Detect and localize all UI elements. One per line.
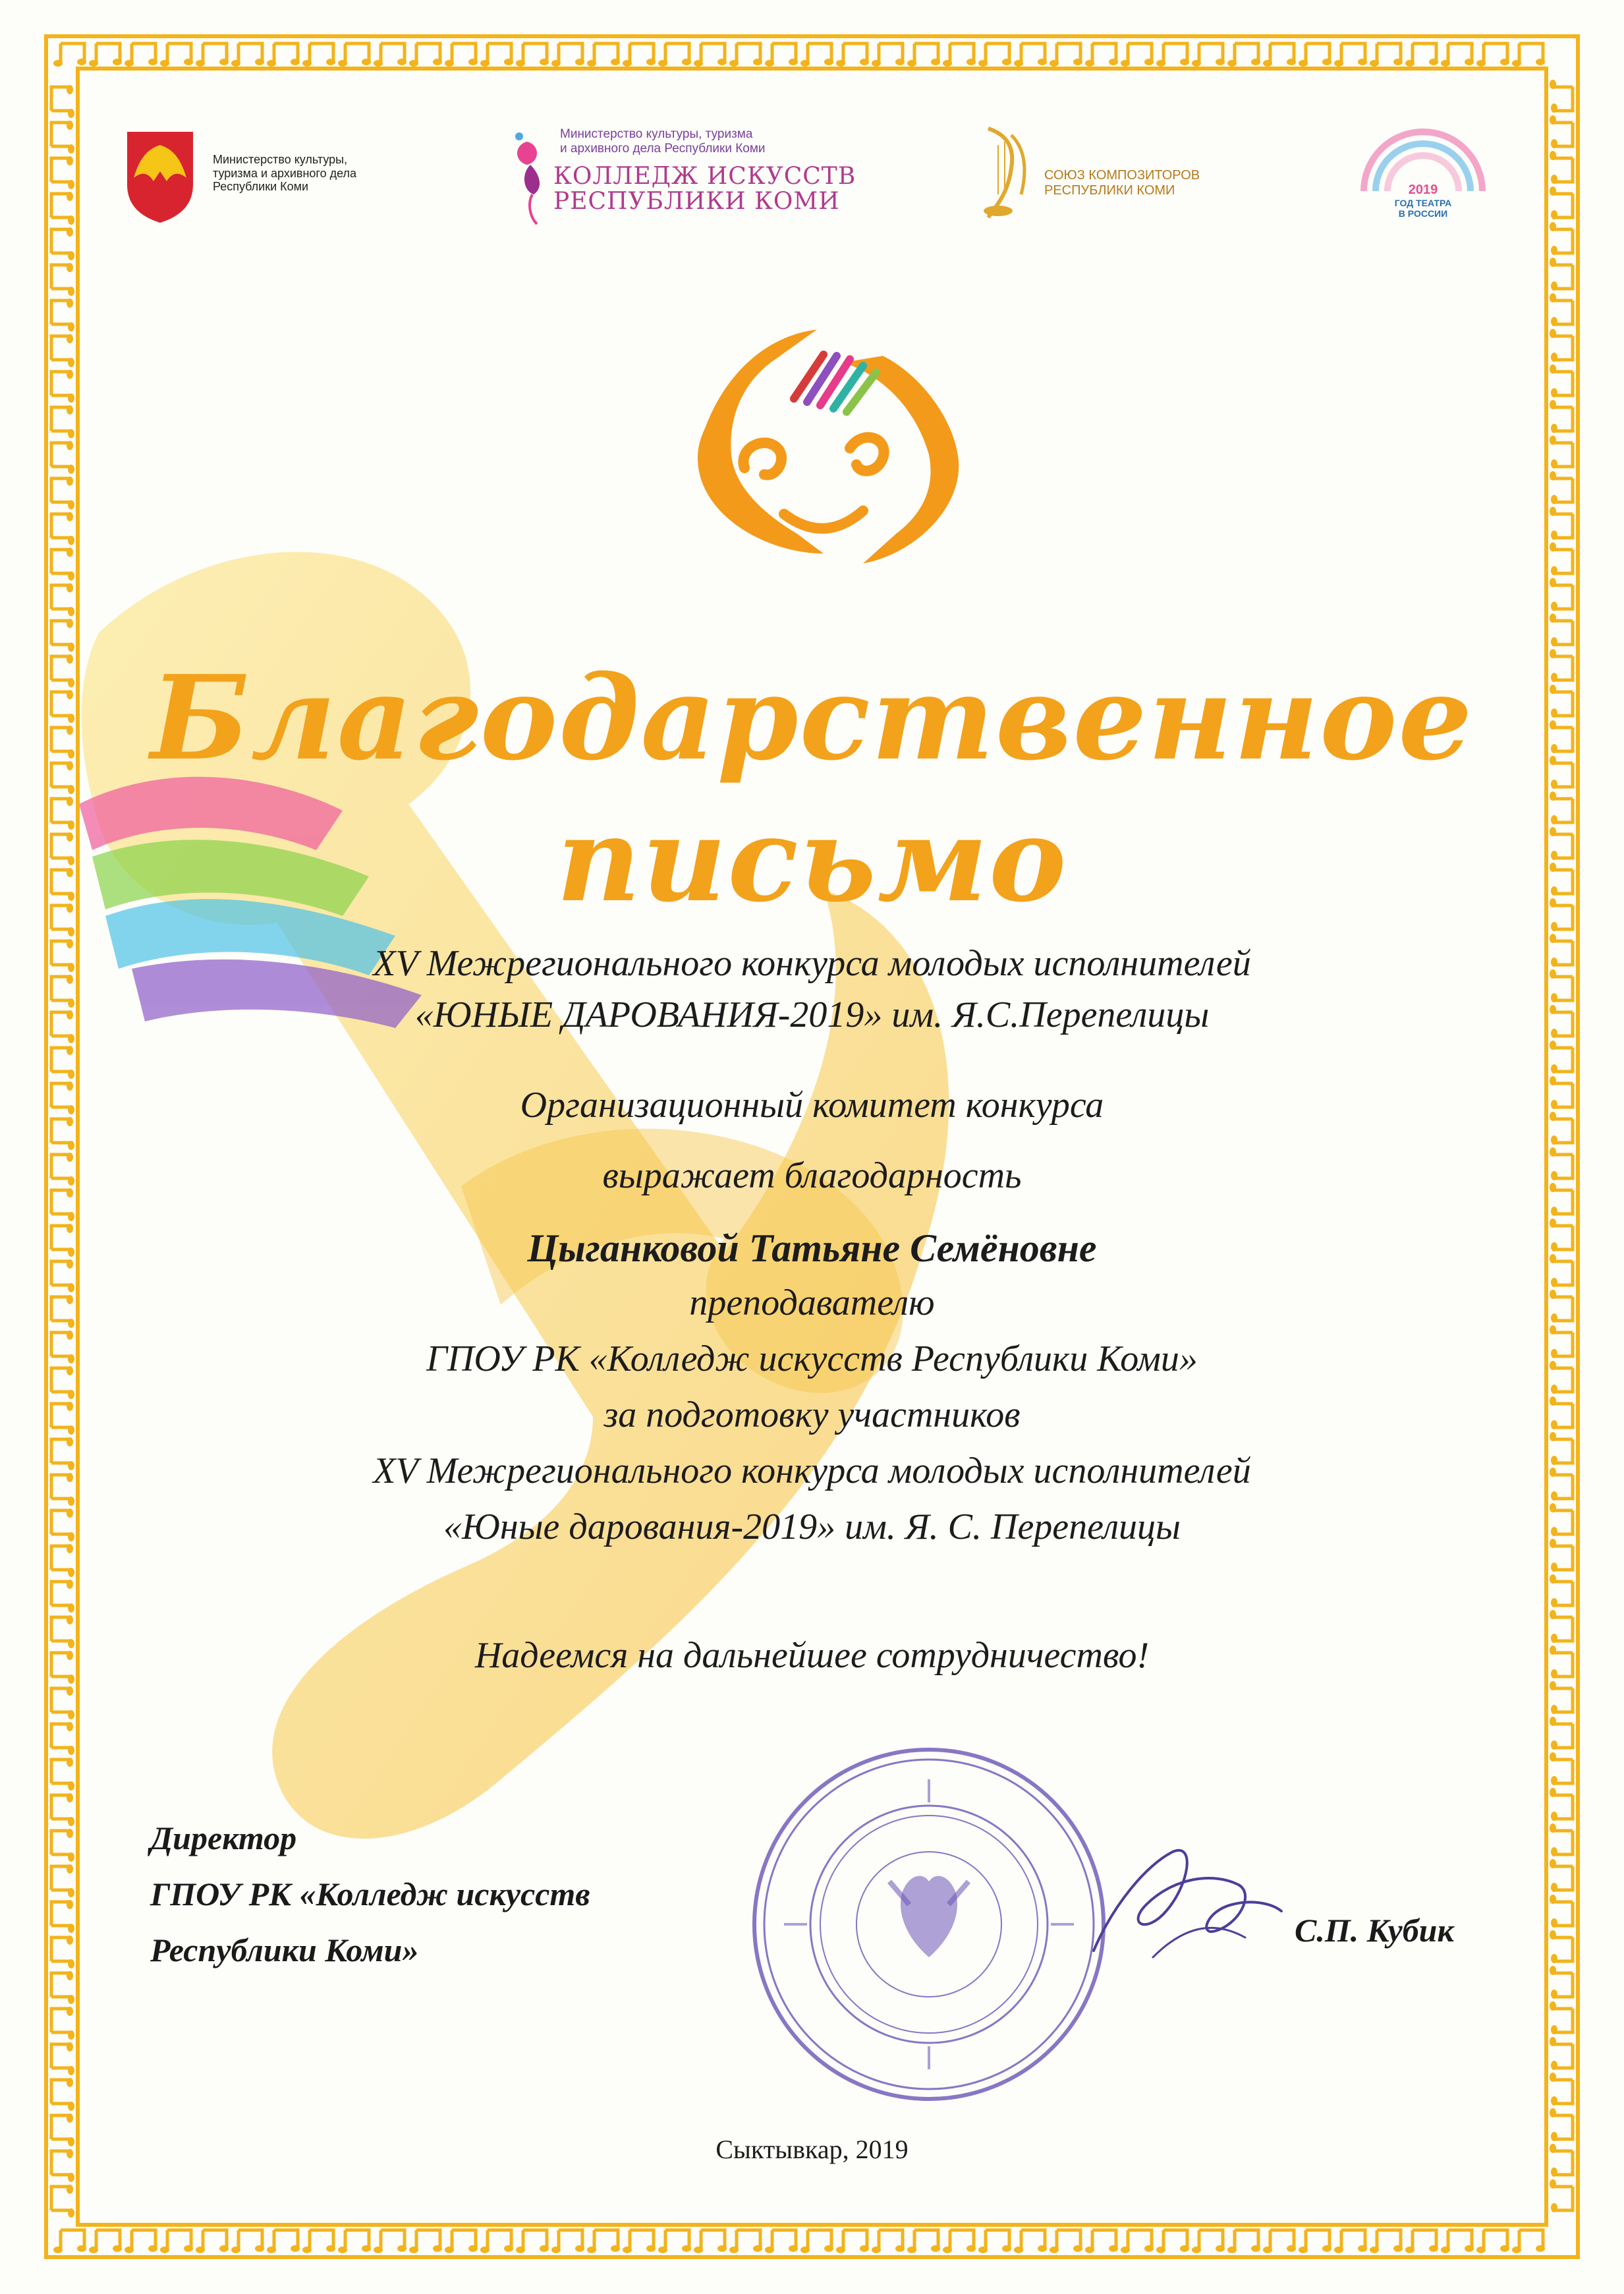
music-note-icon — [800, 43, 833, 67]
music-note-icon — [89, 2230, 122, 2253]
music-note-icon — [374, 2230, 406, 2253]
music-note-icon — [551, 43, 584, 67]
music-note-icon — [51, 1864, 74, 1897]
music-note-icon — [1156, 2230, 1189, 2253]
music-note-icon — [51, 1544, 74, 1577]
music-note-icon — [89, 43, 122, 67]
logo-college — [507, 122, 863, 234]
music-note-icon — [51, 1686, 74, 1719]
music-note-icon — [1050, 43, 1082, 67]
komi-coat-of-arms-icon — [121, 125, 200, 224]
music-note-icon — [51, 334, 74, 367]
music-note-icon — [445, 2230, 478, 2253]
music-note-icon — [231, 2230, 264, 2253]
reason-text: за подготовку участников — [603, 1394, 1021, 1435]
music-note-icon — [943, 2230, 976, 2253]
music-note-icon — [1550, 2073, 1573, 2106]
theatre-year-line-1: ГОД ТЕАТРА — [1394, 198, 1452, 208]
music-note-icon — [1405, 43, 1438, 67]
music-note-icon — [1370, 2230, 1403, 2253]
music-note-icon — [445, 43, 478, 67]
music-note-icon — [1263, 2230, 1296, 2253]
music-note-icon — [1550, 258, 1573, 291]
ministry-line-2: туризма и архивного дела — [213, 166, 357, 180]
place-date: Сыктывкар, 2019 — [715, 2135, 909, 2164]
music-note-icon — [1370, 43, 1403, 67]
music-note-icon — [1550, 436, 1573, 469]
music-note-icon — [1550, 542, 1573, 575]
music-note-icon — [302, 43, 335, 67]
music-note-icon — [1014, 43, 1047, 67]
music-note-icon — [196, 43, 229, 67]
music-note-icon — [51, 2078, 74, 2111]
contest-subtitle-1: XV Межрегионального конкурса молодых исполнителей — [373, 943, 1251, 984]
music-note-icon — [196, 2230, 229, 2253]
music-note-icon — [1550, 364, 1573, 397]
music-note-icon — [374, 43, 406, 67]
music-note-icon — [302, 2230, 335, 2253]
music-note-icon — [51, 1758, 74, 1791]
position-text: преподавателю — [689, 1282, 935, 1323]
college-top-line-2: и архивного дела Республики Коми — [560, 141, 766, 156]
music-note-icon — [160, 43, 193, 67]
closing-text: Надеемся на дальнейшее сотрудничество! — [474, 1635, 1150, 1676]
music-note-icon — [51, 227, 74, 260]
college-flower-icon — [507, 129, 553, 227]
music-note-icon — [943, 43, 976, 67]
music-note-icon — [978, 43, 1011, 67]
music-note-icon — [1050, 2230, 1082, 2253]
music-note-icon — [1550, 151, 1573, 184]
music-note-icon — [51, 1829, 74, 1862]
music-note-icon — [51, 370, 74, 403]
music-note-icon — [1441, 2230, 1474, 2253]
music-note-icon — [1441, 43, 1474, 67]
music-note-icon — [872, 43, 905, 67]
music-note-icon — [907, 43, 940, 67]
contest-body-line-2: «Юные дарования-2019» им. Я. С. Перепелицы — [443, 1506, 1181, 1547]
signer-role-2: ГПОУ РК «Колледж искусств — [150, 1876, 590, 1912]
music-note-icon — [51, 156, 74, 189]
logo-theatre-year — [1351, 122, 1496, 247]
music-note-icon — [125, 43, 157, 67]
music-note-icon — [1476, 2230, 1509, 2253]
music-note-icon — [658, 2230, 691, 2253]
music-note-icon — [1550, 1752, 1573, 1785]
music-note-icon — [51, 263, 74, 296]
music-note-icon — [51, 1900, 74, 1933]
music-note-icon — [51, 548, 74, 581]
music-note-icon — [51, 1971, 74, 2004]
music-note-icon — [978, 2230, 1011, 2253]
music-note-icon — [1550, 1895, 1573, 1928]
music-note-icon — [1550, 1681, 1573, 1714]
music-note-icon — [1405, 2230, 1438, 2253]
page-title-line-2: письмо — [556, 791, 1068, 928]
contest-subtitle-2: «ЮНЫЕ ДАРОВАНИЯ-2019» им. Я.С.Перепелицы — [414, 994, 1210, 1035]
music-note-icon — [800, 2230, 833, 2253]
music-note-icon — [51, 299, 74, 331]
music-note-icon — [1550, 2037, 1573, 2070]
music-note-icon — [51, 619, 74, 652]
music-note-icon — [1550, 1823, 1573, 1856]
music-note-icon — [551, 2230, 584, 2253]
ministry-line-1: Министерство культуры, — [213, 153, 348, 166]
music-note-icon — [1550, 1717, 1573, 1750]
committee-text: Организационный комитет конкурса — [520, 1085, 1104, 1126]
music-note-icon — [1085, 2230, 1118, 2253]
music-note-icon — [1121, 43, 1154, 67]
music-note-icon — [1227, 2230, 1260, 2253]
music-note-icon — [1550, 507, 1573, 540]
college-name-line-1: КОЛЛЕДЖ ИСКУССТВ — [553, 163, 856, 190]
music-note-icon — [1550, 614, 1573, 646]
music-note-icon — [1299, 2230, 1331, 2253]
music-note-icon — [51, 476, 74, 509]
music-note-icon — [1550, 80, 1573, 113]
music-note-icon — [480, 2230, 513, 2253]
institution-text: ГПОУ РК «Колледж искусств Республики Коми» — [426, 1338, 1198, 1379]
logo-composers — [975, 122, 1265, 227]
music-note-icon — [1263, 43, 1296, 67]
music-note-icon — [51, 85, 74, 118]
music-note-icon — [51, 1936, 74, 1968]
handwritten-signature — [1074, 1825, 1291, 1984]
music-note-icon — [836, 2230, 869, 2253]
music-note-icon — [51, 512, 74, 545]
music-note-icon — [1550, 1788, 1573, 1821]
music-note-icon — [1334, 43, 1367, 67]
music-note-icon — [1512, 2230, 1545, 2253]
music-note-icon — [53, 2230, 86, 2253]
music-note-icon — [729, 2230, 762, 2253]
signer-role-1: Директор — [150, 1820, 297, 1856]
expresses-text: выражает благодарность — [602, 1155, 1022, 1196]
music-note-icon — [125, 2230, 157, 2253]
music-note-icon — [729, 43, 762, 67]
music-note-icon — [1014, 2230, 1047, 2253]
page-title-line-1: Благодарственное — [150, 650, 1474, 786]
music-note-icon — [409, 2230, 442, 2253]
music-note-icon — [1121, 2230, 1154, 2253]
theatre-year-line-2: В РОССИИ — [1398, 208, 1448, 219]
music-note-icon — [51, 583, 74, 616]
music-note-icon — [765, 2230, 798, 2253]
signer-role-3: Республики Коми» — [150, 1932, 419, 1968]
music-note-icon — [1192, 2230, 1225, 2253]
music-note-icon — [658, 43, 691, 67]
music-note-icon — [160, 2230, 193, 2253]
recipient-name: Цыганковой Татьяне Семёновне — [527, 1226, 1097, 1270]
music-note-icon — [51, 1046, 74, 1079]
music-note-icon — [1550, 1859, 1573, 1892]
music-note-icon — [51, 1722, 74, 1755]
music-note-icon — [51, 2042, 74, 2075]
music-note-icon — [51, 441, 74, 474]
music-note-icon — [1085, 43, 1118, 67]
music-note-icon — [231, 43, 264, 67]
music-note-icon — [51, 2007, 74, 2040]
music-note-icon — [907, 2230, 940, 2253]
music-note-icon — [694, 2230, 727, 2253]
music-note-icon — [1550, 293, 1573, 326]
contest-body-line-1: XV Межрегионального конкурса молодых исполнителей — [373, 1450, 1251, 1491]
music-note-icon — [1550, 222, 1573, 255]
college-top-line-1: Министерство культуры, туризма — [560, 127, 753, 141]
music-note-icon — [516, 2230, 549, 2253]
music-note-icon — [1550, 186, 1573, 219]
ministry-line-3: Республики Коми — [213, 180, 309, 194]
music-note-icon — [1299, 43, 1331, 67]
music-note-icon — [338, 2230, 371, 2253]
signer-name: С.П. Кубик — [1295, 1912, 1454, 1949]
music-note-icon — [1550, 115, 1573, 148]
music-note-icon — [51, 192, 74, 225]
music-note-icon — [1550, 1574, 1573, 1607]
music-note-icon — [836, 43, 869, 67]
music-note-icon — [1550, 1041, 1573, 1074]
theatre-year-number: 2019 — [1408, 183, 1438, 197]
music-note-icon — [872, 2230, 905, 2253]
music-note-icon — [765, 43, 798, 67]
official-stamp — [744, 1740, 1113, 2109]
lyre-icon — [975, 122, 1041, 221]
college-name-line-2: РЕСПУБЛИКИ КОМИ — [553, 187, 840, 215]
music-note-icon — [1550, 471, 1573, 504]
music-note-icon — [1550, 1966, 1573, 1999]
music-note-icon — [267, 43, 300, 67]
music-note-icon — [1476, 43, 1509, 67]
music-note-icon — [51, 2185, 74, 2218]
music-note-icon — [338, 43, 371, 67]
music-note-icon — [1512, 43, 1545, 67]
music-note-icon — [623, 43, 656, 67]
contest-face-logo — [665, 316, 968, 580]
music-note-icon — [1550, 329, 1573, 362]
music-note-icon — [694, 43, 727, 67]
music-note-icon — [1156, 43, 1189, 67]
music-note-icon — [1334, 2230, 1367, 2253]
music-note-icon — [53, 43, 86, 67]
music-note-icon — [480, 43, 513, 67]
music-note-icon — [1550, 400, 1573, 433]
music-note-icon — [1227, 43, 1260, 67]
music-note-icon — [51, 121, 74, 154]
music-note-icon — [587, 2230, 620, 2253]
music-note-icon — [267, 2230, 300, 2253]
music-note-icon — [1192, 43, 1225, 67]
music-note-icon — [1550, 2179, 1573, 2212]
music-note-icon — [1550, 2001, 1573, 2034]
music-note-icon — [51, 1793, 74, 1826]
music-note-icon — [587, 43, 620, 67]
composers-line-2: РЕСПУБЛИКИ КОМИ — [1044, 183, 1175, 198]
composers-line-1: СОЮЗ КОМПОЗИТОРОВ — [1044, 168, 1200, 183]
logo-ministry — [121, 125, 410, 231]
music-note-icon — [51, 405, 74, 438]
music-note-icon — [623, 2230, 656, 2253]
music-note-icon — [1550, 578, 1573, 611]
music-note-icon — [516, 43, 549, 67]
music-note-icon — [51, 1580, 74, 1613]
music-note-icon — [1550, 1930, 1573, 1963]
music-note-icon — [409, 43, 442, 67]
